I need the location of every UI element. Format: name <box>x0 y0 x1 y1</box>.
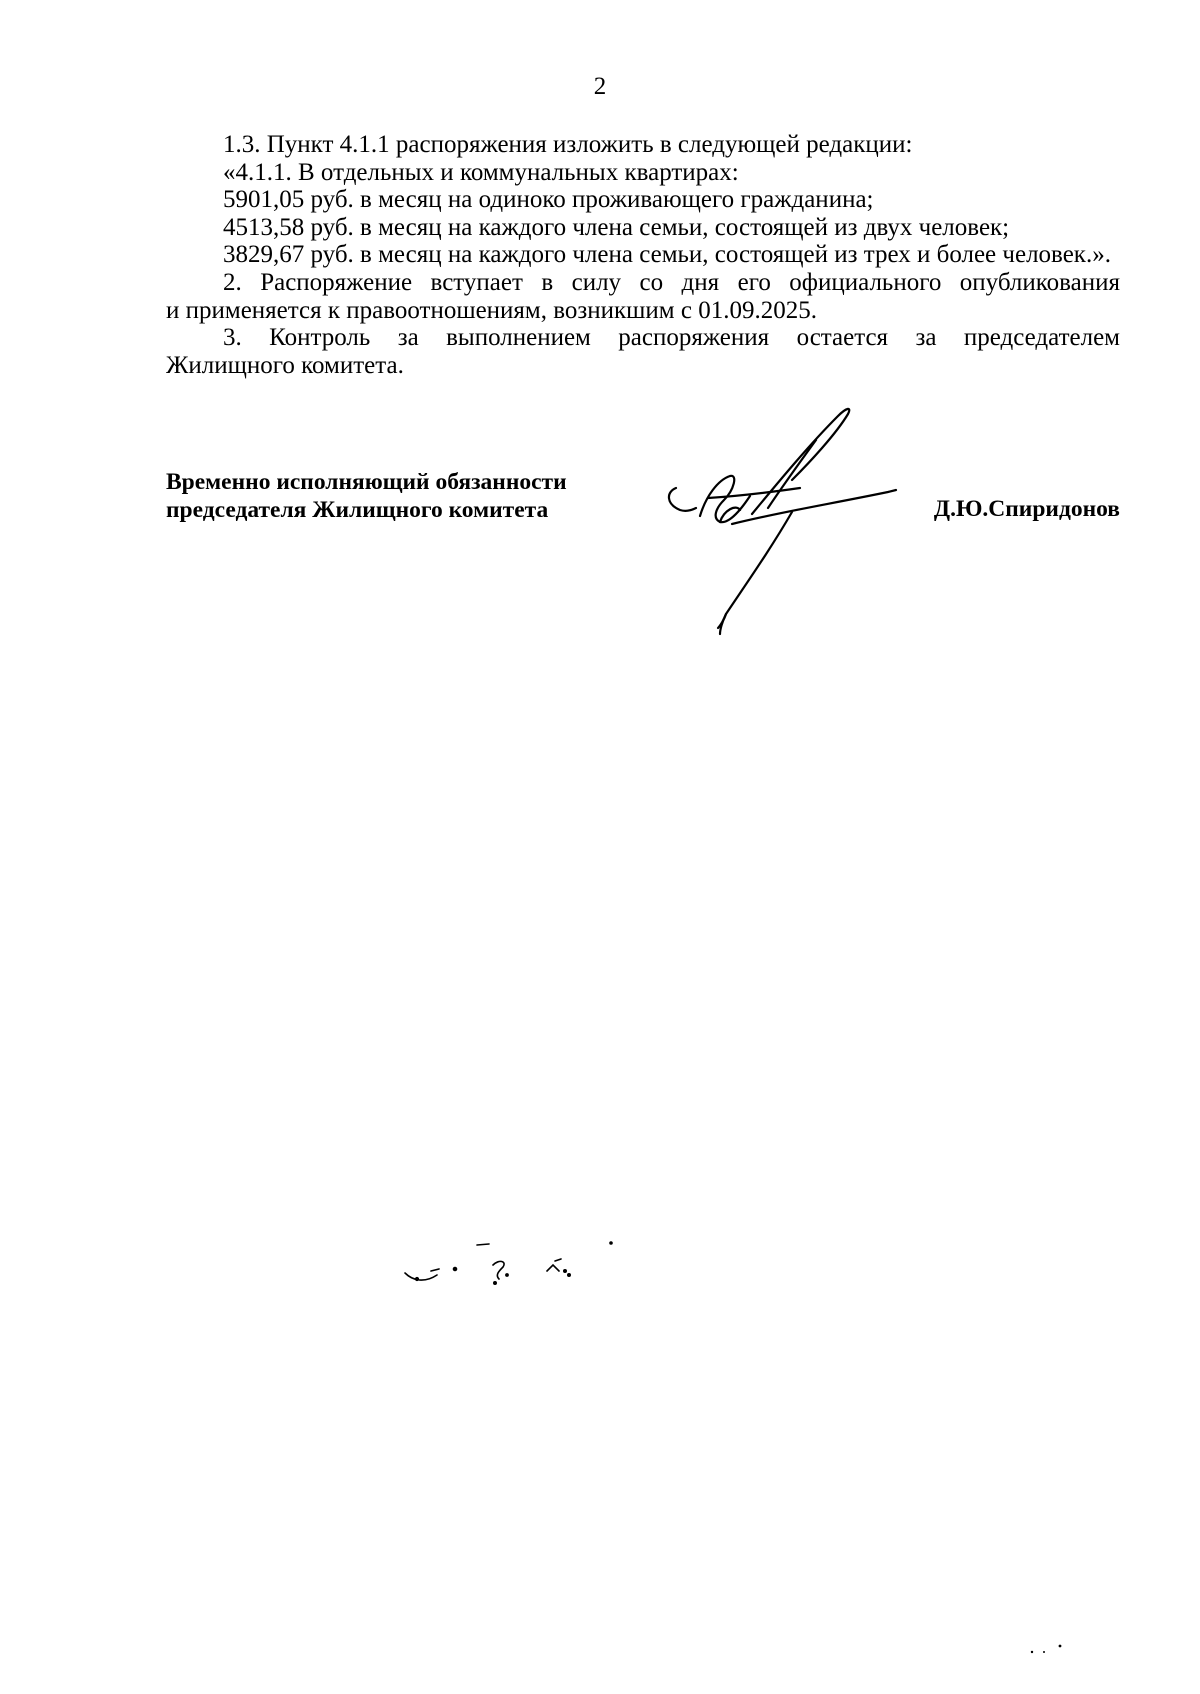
signatory-position-line-1: Временно исполняющий обязанности <box>166 469 567 495</box>
paragraph-1-3: 1.3. Пункт 4.1.1 распоряжения изложить в следующей редакции: <box>223 131 913 158</box>
paragraph-3-line-2: Жилищного комитета. <box>166 351 404 379</box>
signatory-position-line-2: председателя Жилищного комитета <box>166 497 549 523</box>
paragraph-2-line-2: и применяется к правоотношениям, возникшим с 01.09.2025. <box>166 296 817 324</box>
signatory-position <box>166 468 666 524</box>
rate-single-person: 5901,05 руб. в месяц на одиноко проживающего гражданина; <box>223 186 874 214</box>
paragraph-2-line-1: 2. Распоряжение вступает в силу со дня его официального опубликования <box>223 268 1120 296</box>
paragraph-3-line-1: 3. Контроль за выполнением распоряжения остается за председателем <box>223 324 1120 352</box>
signatory-name: Д.Ю.Спиридонов <box>933 496 1120 522</box>
paragraph-4-1-1: «4.1.1. В отдельных и коммунальных квартирах: <box>223 158 739 186</box>
handwritten-signature <box>660 400 920 640</box>
rate-two-person-family: 4513,58 руб. в месяц на каждого члена семьи, состоящей из двух человек; <box>223 213 1010 241</box>
rate-three-plus-family: 3829,67 руб. в месяц на каждого члена семьи, состоящей из трех и более человек.». <box>223 241 1111 269</box>
scan-speck-icon <box>1020 1640 1080 1660</box>
page-number: 2 <box>593 73 607 100</box>
stamp-residue-icon <box>395 1235 635 1305</box>
document-body <box>166 131 1120 379</box>
